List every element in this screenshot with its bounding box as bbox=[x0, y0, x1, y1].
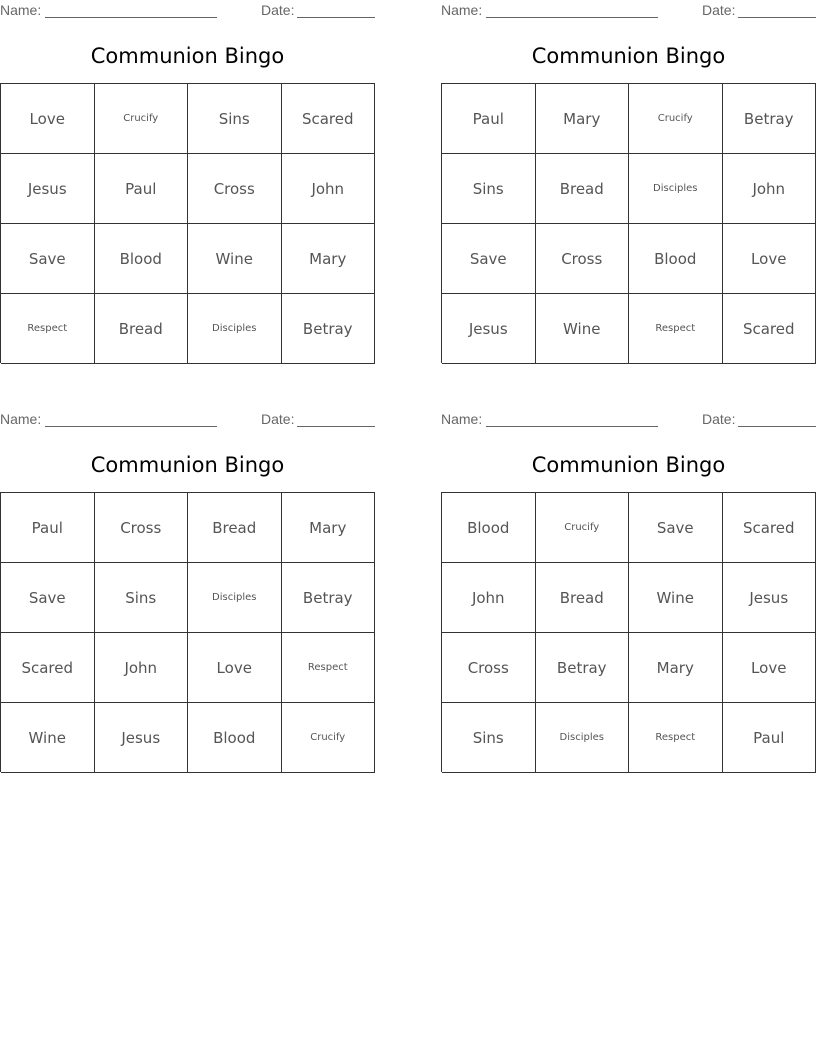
name-label: Name: bbox=[441, 411, 483, 427]
name-blank-line bbox=[486, 17, 658, 18]
bingo-cell: Bread bbox=[536, 563, 630, 633]
name-blank-line bbox=[45, 17, 217, 18]
bingo-cell: Bread bbox=[536, 154, 630, 224]
bingo-cell: Disciples bbox=[188, 294, 282, 364]
bingo-cell: Blood bbox=[188, 703, 282, 773]
bingo-cell: Crucify bbox=[282, 703, 376, 773]
bingo-cell: Paul bbox=[723, 703, 816, 773]
bingo-cell: Cross bbox=[442, 633, 536, 703]
date-blank-line bbox=[297, 426, 375, 427]
bingo-cell: Blood bbox=[95, 224, 189, 294]
name-label: Name: bbox=[0, 2, 42, 18]
bingo-cell: Blood bbox=[629, 224, 723, 294]
date-blank-line bbox=[738, 426, 816, 427]
date-blank-line bbox=[738, 17, 816, 18]
card-header-fields bbox=[441, 409, 816, 431]
date-label: Date: bbox=[702, 2, 736, 18]
bingo-cell: Sins bbox=[188, 84, 282, 154]
card-header-fields bbox=[441, 0, 816, 22]
bingo-cell: Wine bbox=[188, 224, 282, 294]
bingo-cell: Jesus bbox=[1, 154, 95, 224]
bingo-card bbox=[441, 0, 816, 338]
bingo-cell: Wine bbox=[536, 294, 630, 364]
bingo-grid bbox=[441, 83, 816, 363]
bingo-cell: Cross bbox=[536, 224, 630, 294]
bingo-cell: Scared bbox=[1, 633, 95, 703]
bingo-cell: Jesus bbox=[442, 294, 536, 364]
bingo-cell: Scared bbox=[723, 294, 816, 364]
bingo-cell: Disciples bbox=[536, 703, 630, 773]
bingo-cell: Scared bbox=[723, 493, 816, 563]
bingo-cell: Paul bbox=[442, 84, 536, 154]
bingo-cell: Wine bbox=[629, 563, 723, 633]
bingo-cell: Betray bbox=[282, 563, 376, 633]
name-label: Name: bbox=[441, 2, 483, 18]
card-title: Communion Bingo bbox=[90, 44, 285, 68]
bingo-card bbox=[441, 409, 816, 747]
bingo-cell: Mary bbox=[629, 633, 723, 703]
bingo-cell: Crucify bbox=[536, 493, 630, 563]
bingo-cell: Wine bbox=[1, 703, 95, 773]
card-title: Communion Bingo bbox=[531, 453, 726, 477]
bingo-cell: Sins bbox=[442, 154, 536, 224]
bingo-card bbox=[0, 0, 375, 338]
bingo-cell: Love bbox=[723, 224, 816, 294]
bingo-cell: Disciples bbox=[188, 563, 282, 633]
bingo-cell: Blood bbox=[442, 493, 536, 563]
bingo-cell: Love bbox=[1, 84, 95, 154]
bingo-grid bbox=[0, 83, 375, 363]
bingo-cell: Betray bbox=[536, 633, 630, 703]
bingo-cell: Mary bbox=[282, 224, 376, 294]
bingo-cell: Cross bbox=[188, 154, 282, 224]
bingo-cell: Respect bbox=[282, 633, 376, 703]
bingo-cell: Jesus bbox=[95, 703, 189, 773]
card-header-fields bbox=[0, 0, 375, 22]
bingo-cell: Betray bbox=[723, 84, 816, 154]
bingo-cell: Bread bbox=[188, 493, 282, 563]
bingo-grid bbox=[441, 492, 816, 772]
bingo-cell: Respect bbox=[629, 703, 723, 773]
bingo-cell: Paul bbox=[95, 154, 189, 224]
date-label: Date: bbox=[261, 411, 295, 427]
name-label: Name: bbox=[0, 411, 42, 427]
bingo-cell: John bbox=[723, 154, 816, 224]
bingo-cell: Crucify bbox=[629, 84, 723, 154]
bingo-card bbox=[0, 409, 375, 747]
bingo-cell: Crucify bbox=[95, 84, 189, 154]
date-label: Date: bbox=[702, 411, 736, 427]
name-blank-line bbox=[45, 426, 217, 427]
bingo-cell: Save bbox=[1, 563, 95, 633]
bingo-cell: Scared bbox=[282, 84, 376, 154]
bingo-cell: Betray bbox=[282, 294, 376, 364]
bingo-cell: Cross bbox=[95, 493, 189, 563]
name-blank-line bbox=[486, 426, 658, 427]
bingo-cell: Sins bbox=[442, 703, 536, 773]
bingo-cell: John bbox=[442, 563, 536, 633]
bingo-cell: Respect bbox=[1, 294, 95, 364]
bingo-cell: Sins bbox=[95, 563, 189, 633]
date-blank-line bbox=[297, 17, 375, 18]
bingo-cell: Jesus bbox=[723, 563, 816, 633]
bingo-cell: Bread bbox=[95, 294, 189, 364]
bingo-cell: Disciples bbox=[629, 154, 723, 224]
bingo-cell: Mary bbox=[282, 493, 376, 563]
bingo-cell: Save bbox=[442, 224, 536, 294]
bingo-cell: Save bbox=[1, 224, 95, 294]
card-header-fields bbox=[0, 409, 375, 431]
date-label: Date: bbox=[261, 2, 295, 18]
bingo-cell: Love bbox=[188, 633, 282, 703]
card-title: Communion Bingo bbox=[531, 44, 726, 68]
bingo-cell: Respect bbox=[629, 294, 723, 364]
bingo-cell: Save bbox=[629, 493, 723, 563]
bingo-cell: Paul bbox=[1, 493, 95, 563]
bingo-cell: Love bbox=[723, 633, 816, 703]
bingo-cell: John bbox=[282, 154, 376, 224]
bingo-cell: John bbox=[95, 633, 189, 703]
bingo-cell: Mary bbox=[536, 84, 630, 154]
card-title: Communion Bingo bbox=[90, 453, 285, 477]
bingo-grid bbox=[0, 492, 375, 772]
